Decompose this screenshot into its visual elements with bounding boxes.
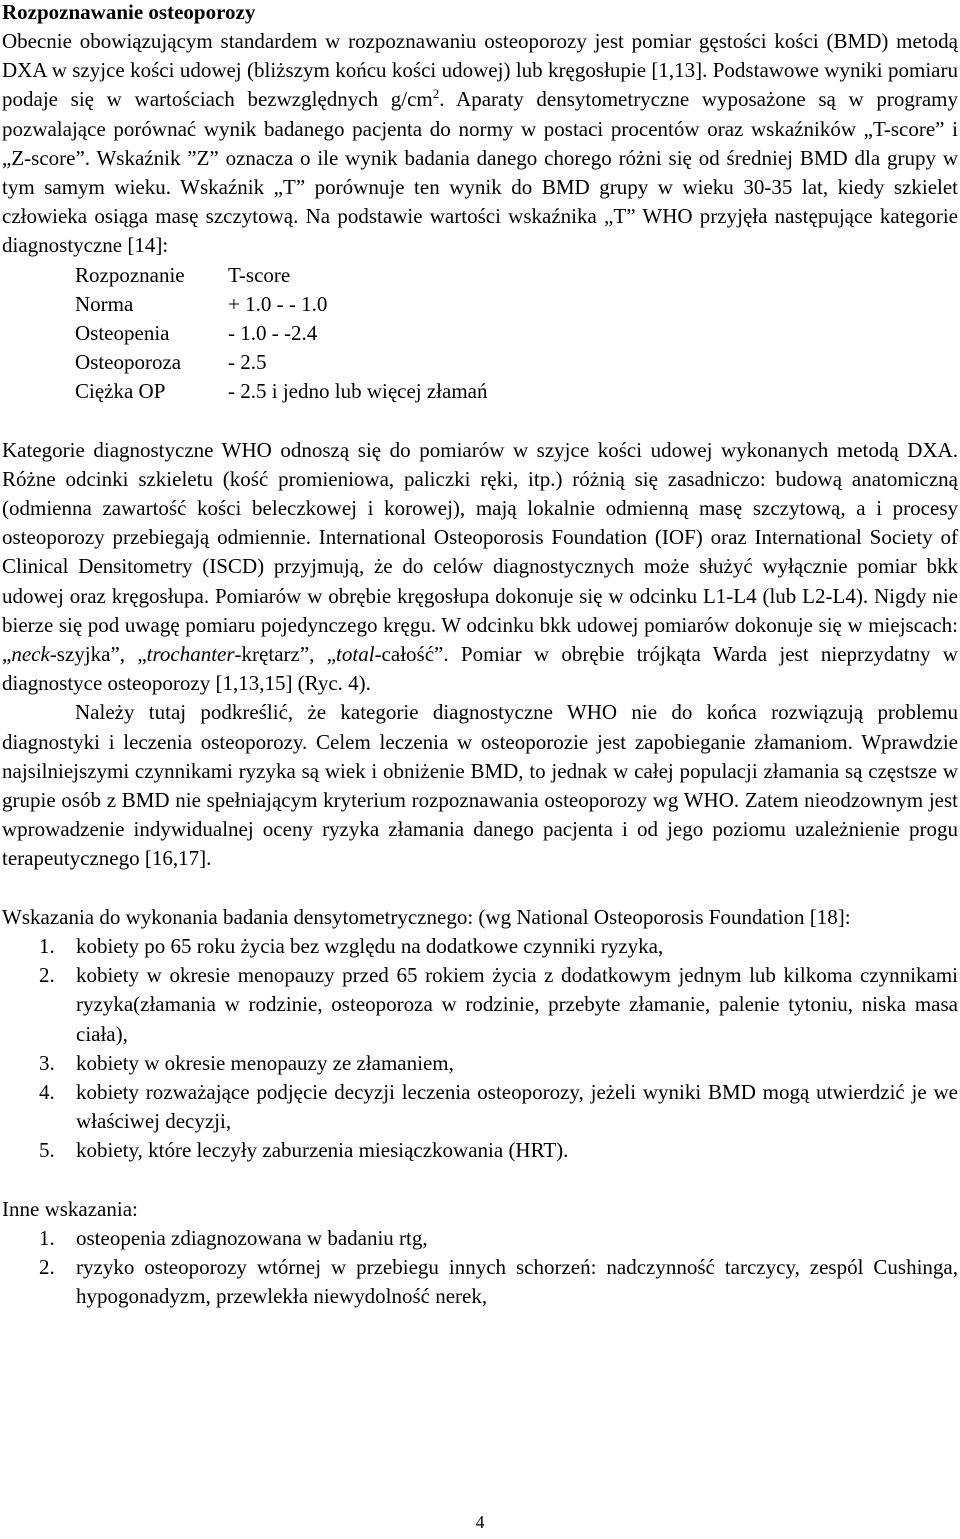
criteria-row [75,377,488,406]
list-item [2,932,958,961]
criteria-row [75,319,488,348]
criteria-header-row [75,261,488,290]
indications-intro: Wskazania do wykonania badania densytometrycznego: (wg National Osteoporosis Foundation [18]: [2,904,851,929]
list-number: 1. [39,933,55,958]
criteria-category: Ciężka OP [75,379,166,404]
paragraph-text: Kategorie diagnostyczne WHO odnoszą się do pomiarów w szyjce kości udowej wykonanych metodą DXA. Różne odcinki szkieletu (kość promieniowa, paliczki ręki, itp.) różnią się zasadniczo: budową anatomiczną (odmienna zawartość kości beleczkowej i korowej), mają lokalnie odmienną masę szczytową, a i procesy osteoporozy przebiegają odmiennie. International Osteoporosis Foundation (IOF) oraz International Society of Clinical Densitometry (ISCD) przyjmują, że do celów diagnostycznych może służyć wyłącznie pomiar bkk udowej oraz kręgosłupa. Pomiarów w obrębie kręgosłupa dokonuje się w odcinku L1-L4 (lub L2-L4). Nigdy nie bierze się pod uwagę pomiaru pojedynczego kręgu. W odcinku bkk udowej pomiarów dokonuje się w miejscach: „ [2,437,958,667]
section-heading: Rozpoznawanie osteoporozy [2,0,256,24]
italic-term: trochanter [146,642,235,667]
list-item [2,1253,958,1311]
paragraph-text: -szyjka”, „ [49,642,147,667]
list-number: 5. [39,1138,55,1163]
other-indications-intro: Inne wskazania: [2,1196,138,1221]
paragraph-text: -całość”. Pomiar w obrębie trójkąta Warda jest nieprzydatny w diagnostyce osteoporozy [1,13,15] (Ryc. 4). [2,642,958,696]
list-item [2,1078,958,1136]
list-item [2,1049,958,1078]
list-number: 2. [39,963,55,988]
list-number: 2. [39,1254,55,1279]
criteria-header: T-score [228,262,291,287]
intro-text-a: Obecnie obowiązującym standardem w rozpoznawaniu osteoporozy jest pomiar gęstości kości (BMD) metodą DXA w szyjce kości udowej (bliższym końcu kości udowej) lub kręgosłupie [1,13]. Podstawowe wyniki pomiaru podaje się w wartościach bezwzględnych g/cm [2,29,958,112]
list-text: ryzyko osteoporozy wtórnej w przebiegu innych schorzeń: nadczynność tarczycy, zespól Cushinga, hypogonadyzm, przewlekła niewydolność nerek, [76,1254,958,1309]
criteria-tscore: - 1.0 - -2.4 [228,321,318,346]
criteria-tscore: - 2.5 i jedno lub więcej złamań [228,379,488,404]
list-item [2,1224,958,1253]
diagnostic-criteria-table [75,261,488,407]
italic-term: total [336,642,375,667]
intro-paragraph [2,27,958,261]
criteria-tscore: - 2.5 [228,350,267,375]
list-text: kobiety po 65 roku życia bez względu na dodatkowe czynniki ryzyka, [76,933,664,958]
list-text: kobiety w okresie menopauzy przed 65 rokiem życia z dodatkowym jednym lub kilkoma czynnikami ryzyka(złamania w rodzinie, osteoporoza w rodzinie, przebyte złamanie, palenie tytoniu, niska masa ciała), [76,963,958,1046]
other-indications-list [2,1224,958,1312]
list-text: osteopenia zdiagnozowana w badaniu rtg, [76,1225,428,1250]
criteria-row [75,348,488,377]
document-page [2,0,958,1311]
list-item [2,1136,958,1165]
intro-text-b: . Aparaty densytometryczne wyposażone są w programy pozwalające porównać wynik badanego pacjenta do normy w postaci procentów oraz wskaźników „T-score” i „Z-score”. Wskaźnik ”Z” oznacza o ile wynik badania danego chorego różni się od średniej BMD dla grupy w tym samym wieku. Wskaźnik „T” porównuje ten wynik do BMD grupy w wieku 30-35 lat, kiedy szkielet człowieka osiąga masę szczytową. Na podstawie wartości wskaźnika „T” WHO przyjęła następujące kategorie diagnostyczne [14]: [2,87,958,258]
list-text: kobiety, które leczyły zaburzenia miesiączkowania (HRT). [76,1138,569,1163]
criteria-header: Rozpoznanie [75,262,185,287]
list-number: 4. [39,1079,55,1104]
spacer [2,407,958,436]
list-number: 3. [39,1050,55,1075]
superscript: 2 [432,86,440,102]
criteria-tscore: + 1.0 - - 1.0 [228,291,328,316]
criteria-category: Osteopenia [75,321,170,346]
list-text: kobiety rozważające podjęcie decyzji leczenia osteoporozy, jeżeli wyniki BMD mogą utwierdzić je we właściwej decyzji, [76,1079,958,1134]
criteria-category: Osteoporoza [75,350,182,375]
emphasis-paragraph: Należy tutaj podkreślić, że kategorie diagnostyczne WHO nie do końca rozwiązują problemu diagnostyki i leczenia osteoporozy. Celem leczenia w osteoporozie jest zapobieganie złamaniom. Wprawdzie najsilniejszymi czynnikami ryzyka są wiek i obniżenie BMD, to jednak w całej populacji złamania są częstsze w grupie osób z BMD nie spełniającym kryterium rozpoznawania osteoporozy wg WHO. Zatem nieodzownym jest wprowadzenie indywidualnej oceny ryzyka złamania danego pacjenta i od jego poziomu uzależnienie progu terapeutycznego [16,17]. [2,700,958,871]
spacer [2,874,958,903]
criteria-row [75,290,488,319]
page-number: 4 [475,1512,485,1532]
who-categories-paragraph [2,436,958,699]
indications-list [2,932,958,1166]
paragraph-text: -krętarz”, „ [234,642,337,667]
list-text: kobiety w okresie menopauzy ze złamaniem, [76,1050,454,1075]
list-item [2,961,958,1049]
criteria-category: Norma [75,291,134,316]
list-number: 1. [39,1225,55,1250]
italic-term: neck [11,642,50,667]
spacer [2,1166,958,1195]
